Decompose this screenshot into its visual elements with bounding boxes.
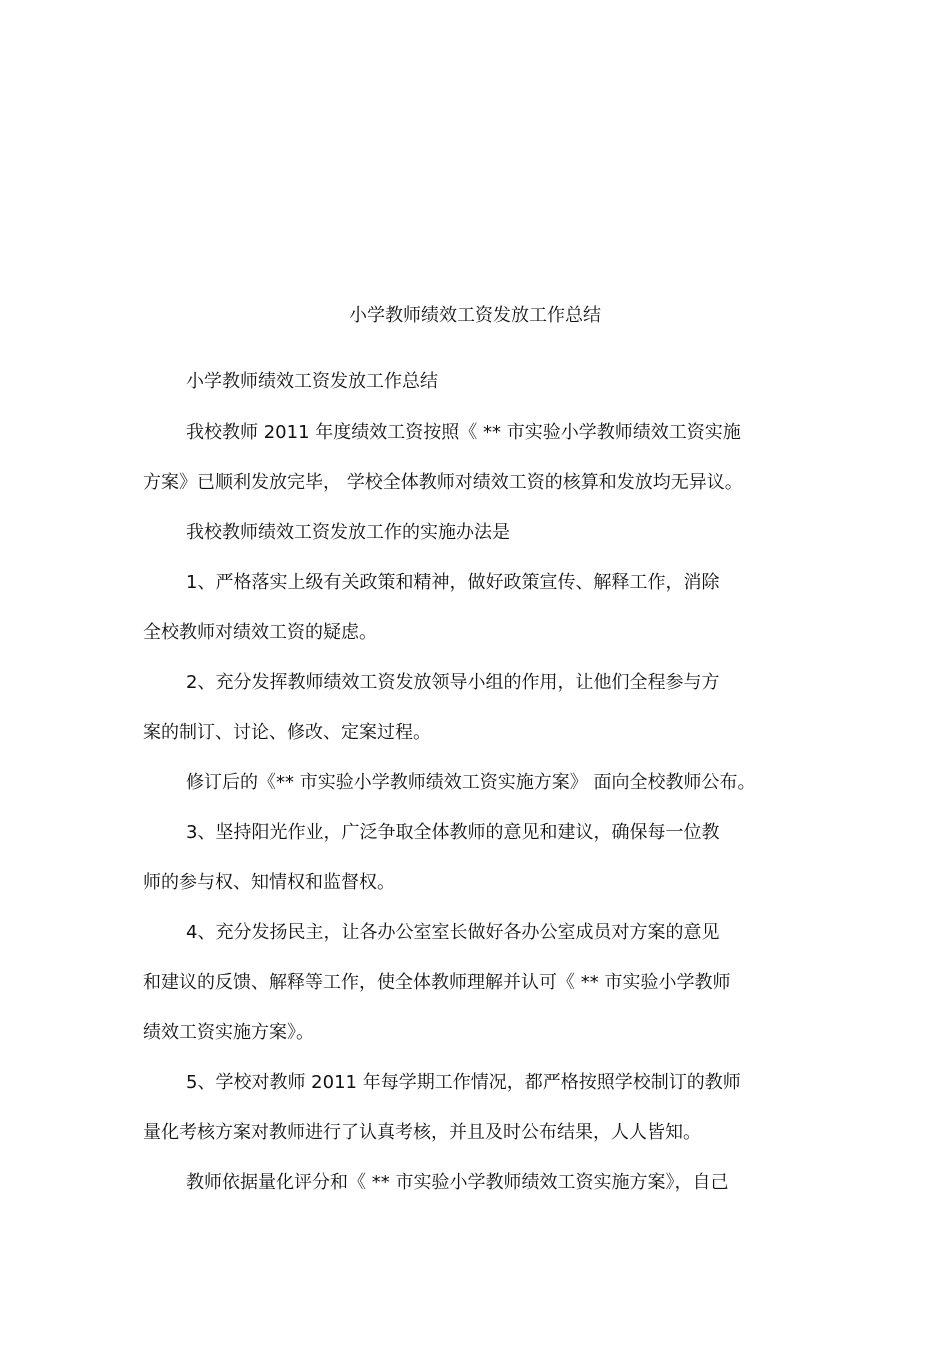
paragraph-line-5: 1、严格落实上级有关政策和精神，做好政策宣传、解释工作，消除 [186,572,720,593]
paragraph-line-14: 绩效工资实施方案》。 [143,1022,314,1043]
paragraph-line-13: 和建议的反馈、解释等工作，使全体教师理解并认可《 ** 市实验小学教师 [143,972,731,993]
paragraph-line-12: 4、充分发扬民主，让各办公室室长做好各办公室成员对方案的意见 [186,922,720,943]
paragraph-line-9: 修订后的《** 市实验小学教师绩效工资实施方案》 面向全校教师公布。 [186,772,756,793]
paragraph-line-6: 全校教师对绩效工资的疑虑。 [143,622,377,643]
paragraph-line-4: 我校教师绩效工资发放工作的实施办法是 [186,522,510,543]
paragraph-line-2: 我校教师 2011 年度绩效工资按照《 ** 市实验小学教师绩效工资实施 [186,422,741,443]
paragraph-line-16: 量化考核方案对教师进行了认真考核，并且及时公布结果，人人皆知。 [143,1122,701,1143]
paragraph-line-1: 小学教师绩效工资发放工作总结 [186,371,438,392]
paragraph-line-17: 教师依据量化评分和《 ** 市实验小学教师绩效工资实施方案》，自己 [186,1172,729,1193]
paragraph-line-11: 师的参与权、知情权和监督权。 [143,872,395,893]
paragraph-line-3: 方案》已顺利发放完毕， 学校全体教师对绩效工资的核算和发放均无异议。 [143,472,743,493]
document-title: 小学教师绩效工资发放工作总结 [349,305,601,326]
paragraph-line-15: 5、学校对教师 2011 年每学期工作情况，都严格按照学校制订的教师 [186,1072,741,1093]
paragraph-line-8: 案的制订、讨论、修改、定案过程。 [143,722,431,743]
paragraph-line-7: 2、充分发挥教师绩效工资发放领导小组的作用，让他们全程参与方 [186,672,720,693]
paragraph-line-10: 3、坚持阳光作业，广泛争取全体教师的意见和建议，确保每一位教 [186,822,720,843]
